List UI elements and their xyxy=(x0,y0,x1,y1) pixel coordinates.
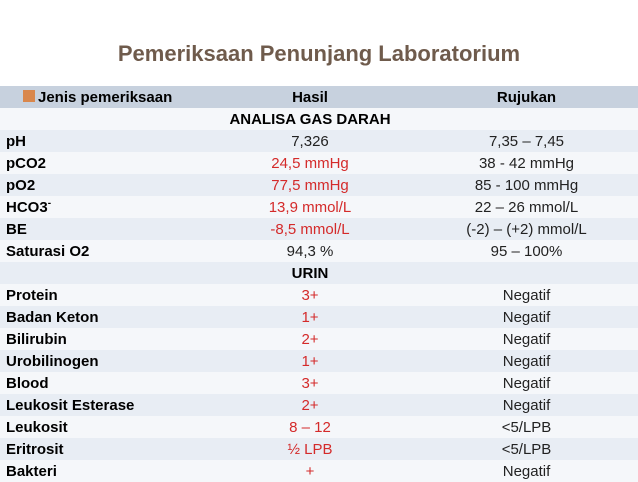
test-result: 1+ xyxy=(205,306,415,328)
table-row xyxy=(0,416,638,438)
test-result: 1+ xyxy=(205,350,415,372)
test-name: Saturasi O2 xyxy=(0,240,205,262)
test-name: Bakteri xyxy=(0,460,205,482)
test-name: Badan Keton xyxy=(0,306,205,328)
header-rujukan: Rujukan xyxy=(496,88,557,106)
test-name: BE xyxy=(0,218,205,240)
test-name: pH xyxy=(0,130,205,152)
header-jenis: Jenis pemeriksaan xyxy=(38,88,173,106)
table-row xyxy=(0,174,638,196)
test-result: 3+ xyxy=(205,372,415,394)
test-name: Bilirubin xyxy=(0,328,205,350)
table-row xyxy=(0,218,638,240)
test-result: + xyxy=(205,460,415,482)
table-row xyxy=(0,240,638,262)
test-result: 8 – 12 xyxy=(205,416,415,438)
test-result: -8,5 mmol/L xyxy=(205,218,415,240)
table-row xyxy=(0,372,638,394)
test-result: ½ LPB xyxy=(205,438,415,460)
section-label-gas: ANALISA GAS DARAH xyxy=(205,108,415,130)
test-name: Eritrosit xyxy=(0,438,205,460)
page-title: Pemeriksaan Penunjang Laboratorium xyxy=(117,41,521,66)
test-reference: Negatif xyxy=(415,284,638,306)
table-row xyxy=(0,438,638,460)
test-result: 7,326 xyxy=(205,130,415,152)
table-header-row xyxy=(0,86,638,108)
test-name: Leukosit Esterase xyxy=(0,394,205,416)
section-row-gas xyxy=(0,108,638,130)
section-label-urin: URIN xyxy=(205,262,415,284)
test-reference: (-2) – (+2) mmol/L xyxy=(415,218,638,240)
test-reference: Negatif xyxy=(415,328,638,350)
test-name: pCO2 xyxy=(0,152,205,174)
test-name: pO2 xyxy=(0,174,205,196)
test-result: 77,5 mmHg xyxy=(205,174,415,196)
test-reference: 38 - 42 mmHg xyxy=(415,152,638,174)
test-reference: 22 – 26 mmol/L xyxy=(415,196,638,218)
test-reference: 7,35 – 7,45 xyxy=(415,130,638,152)
lab-table xyxy=(0,86,638,482)
test-result: 2+ xyxy=(205,394,415,416)
test-name: Blood xyxy=(0,372,205,394)
table-row xyxy=(0,306,638,328)
test-result: 94,3 % xyxy=(205,240,415,262)
test-name xyxy=(0,196,205,218)
test-reference: Negatif xyxy=(415,306,638,328)
test-reference: Negatif xyxy=(415,460,638,482)
test-reference: <5/LPB xyxy=(415,438,638,460)
test-name-text: HCO3 xyxy=(6,199,48,216)
test-name-superscript: - xyxy=(47,198,52,209)
table-row xyxy=(0,394,638,416)
test-reference: Negatif xyxy=(415,350,638,372)
test-reference: Negatif xyxy=(415,372,638,394)
test-result: 2+ xyxy=(205,328,415,350)
test-name: Protein xyxy=(0,284,205,306)
test-reference: 85 - 100 mmHg xyxy=(415,174,638,196)
test-reference: <5/LPB xyxy=(415,416,638,438)
accent-square xyxy=(23,90,35,102)
header-hasil: Hasil xyxy=(292,88,328,106)
test-name: Leukosit xyxy=(0,416,205,438)
test-result: 3+ xyxy=(205,284,415,306)
table-row xyxy=(0,130,638,152)
table-row xyxy=(0,350,638,372)
table-row xyxy=(0,196,638,218)
test-result: 13,9 mmol/L xyxy=(205,196,415,218)
test-reference: 95 – 100% xyxy=(415,240,638,262)
table-row xyxy=(0,328,638,350)
test-reference: Negatif xyxy=(415,394,638,416)
test-name: Urobilinogen xyxy=(0,350,205,372)
section-row-urin xyxy=(0,262,638,284)
table-row xyxy=(0,152,638,174)
table-row xyxy=(0,284,638,306)
test-result: 24,5 mmHg xyxy=(205,152,415,174)
